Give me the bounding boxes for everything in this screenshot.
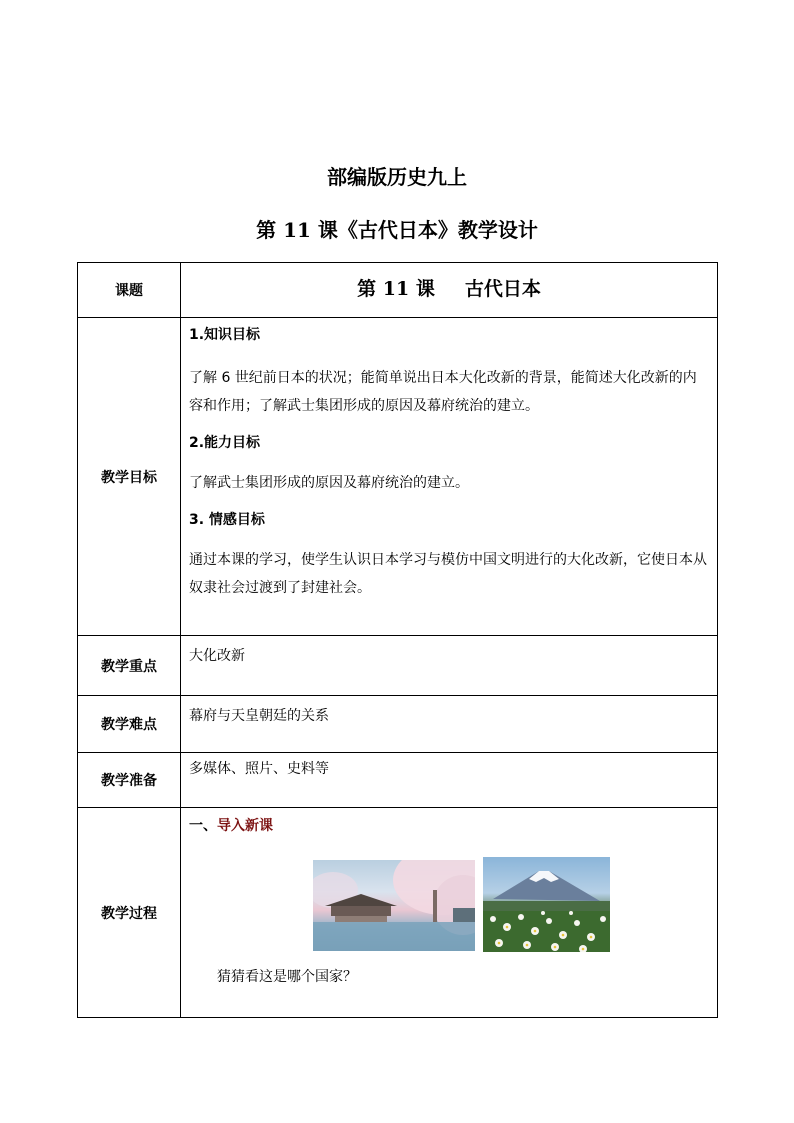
label-difficulty: 教学难点	[78, 696, 181, 753]
row-difficulty	[78, 696, 718, 753]
key-point-text: 大化改新	[189, 648, 245, 664]
label-key-point: 教学重点	[78, 636, 181, 696]
section-prefix: 一、	[189, 818, 217, 834]
pavilion-image	[313, 860, 475, 951]
cell-preparation	[181, 753, 718, 808]
document-subtitle: 第 11 课《古代日本》教学设计	[256, 218, 538, 242]
goal-heading-knowledge: 1.知识目标	[189, 327, 261, 343]
row-topic	[78, 263, 718, 318]
label-preparation: 教学准备	[78, 753, 181, 808]
goal-text-knowledge: 了解 6 世纪前日本的状况；能简单说出日本大化改新的背景，能简述大化改新的内容和作用；了解武士集团形成的原因及幕府统治的建立。	[189, 370, 697, 414]
row-preparation	[78, 753, 718, 808]
row-key-point	[78, 636, 718, 696]
lesson-title: 古代日本	[464, 278, 541, 300]
photo-pavilion-cherry-blossom	[313, 860, 475, 951]
topic-heading	[181, 263, 717, 316]
label-goals: 教学目标	[78, 318, 181, 636]
lesson-number: 第 11 课	[357, 278, 435, 300]
goal-text-ability: 了解武士集团形成的原因及幕府统治的建立。	[189, 475, 469, 491]
cell-key-point	[181, 636, 718, 696]
cell-topic	[181, 263, 718, 318]
guess-question: 猜猜看这是哪个国家？	[217, 969, 357, 985]
goal-text-emotion: 通过本课的学习，使学生认识日本学习与模仿中国文明进行的大化改新，它使日本从奴隶社会过渡到了封建社会。	[189, 552, 707, 596]
row-goals	[78, 318, 718, 636]
cell-goals	[181, 318, 718, 636]
label-topic: 课题	[78, 263, 181, 318]
preparation-text: 多媒体、照片、史料等	[189, 761, 329, 777]
label-process: 教学过程	[78, 808, 181, 1018]
difficulty-text: 幕府与天皇朝廷的关系	[189, 708, 329, 724]
photo-mount-fuji-daisies	[483, 857, 610, 952]
section-heading	[189, 816, 709, 836]
fuji-image	[483, 857, 610, 952]
cell-difficulty	[181, 696, 718, 753]
goal-heading-ability: 2.能力目标	[189, 435, 261, 451]
goal-heading-emotion: 3. 情感目标	[189, 512, 265, 528]
section-title: 导入新课	[217, 818, 273, 834]
document-title: 部编版历史九上	[327, 165, 467, 189]
